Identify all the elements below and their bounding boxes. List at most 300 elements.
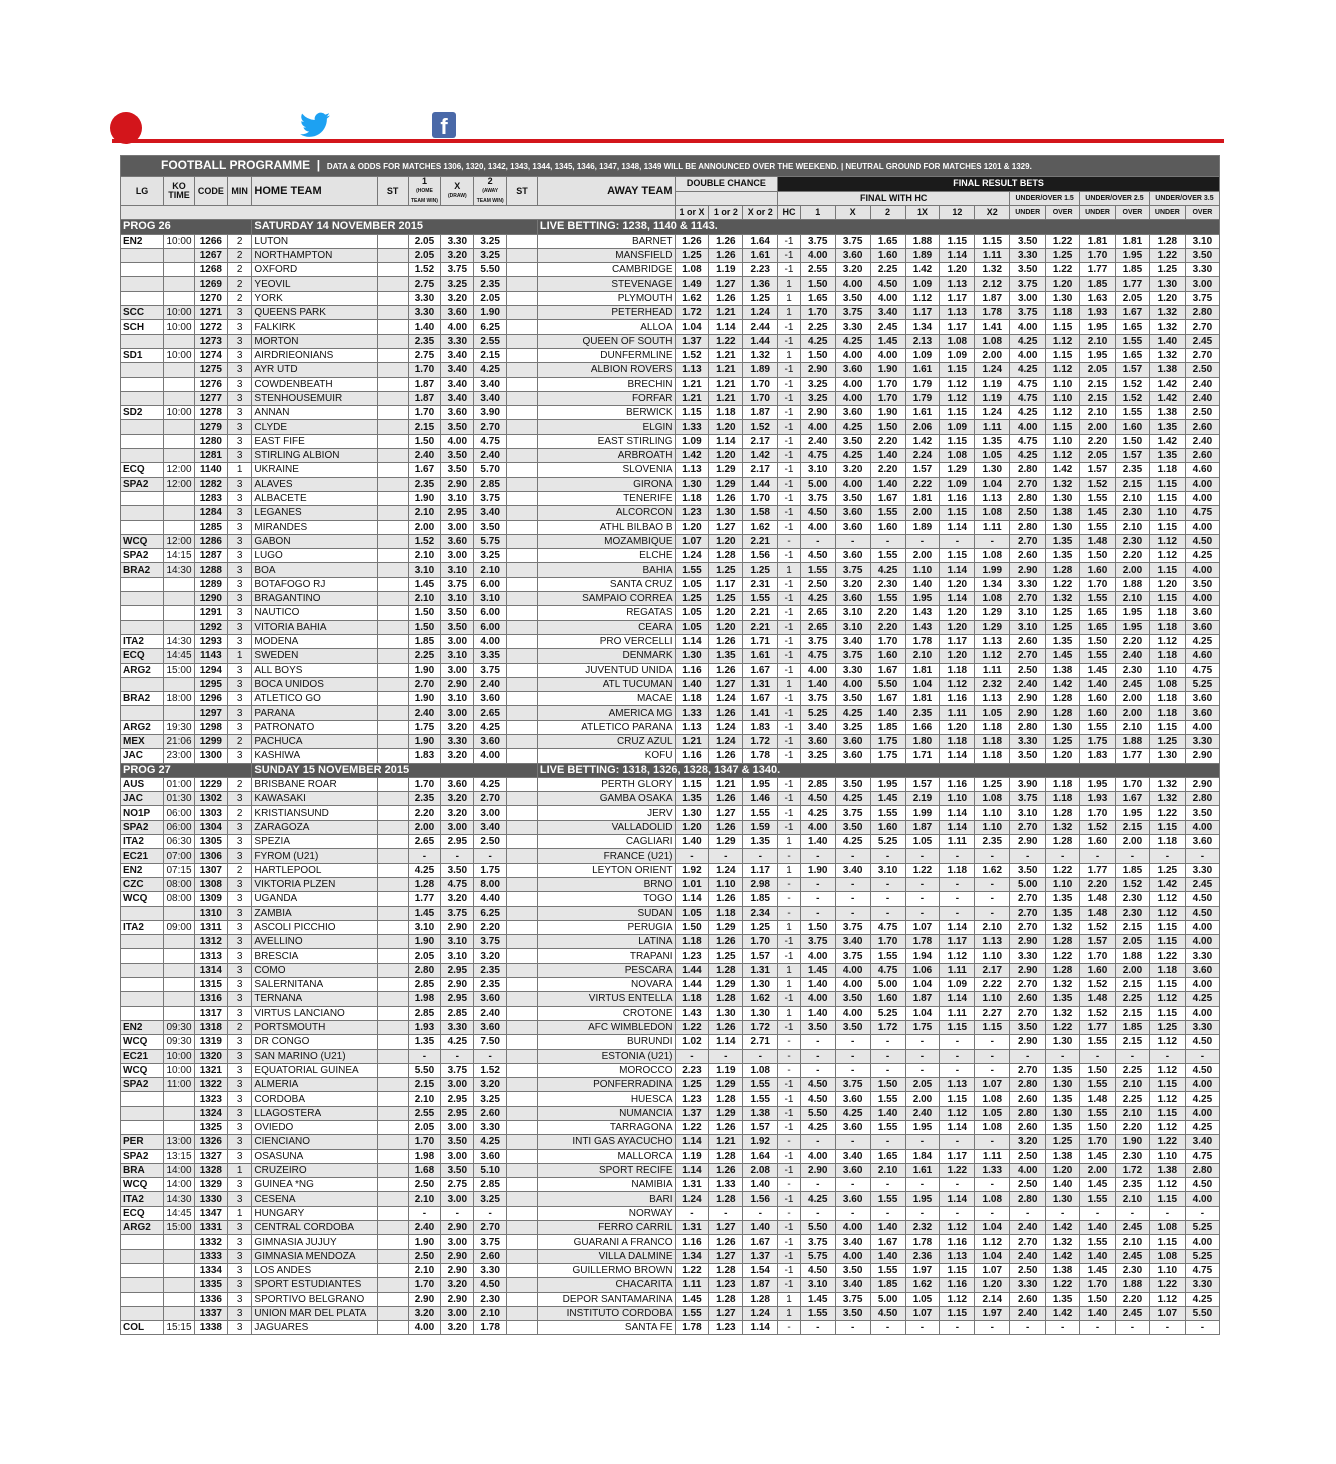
cell-dc-1or2: 1.21 (709, 1135, 743, 1149)
cell-over-25: 2.30 (1116, 663, 1150, 677)
cell-code: 1335 (194, 1278, 227, 1292)
cell-dc-1orx: 1.33 (675, 420, 709, 434)
cell-hc-x: 3.75 (835, 234, 870, 248)
cell-code: 1283 (194, 491, 227, 505)
cell-ko-time (164, 1278, 195, 1292)
cell-st (377, 363, 408, 377)
cell-odds-1: - (408, 1206, 441, 1220)
cell-min: 3 (227, 348, 252, 362)
cell-ko-time: 10:00 (164, 320, 195, 334)
cell-hc-x2: 1.08 (975, 1092, 1010, 1106)
cell-league (121, 706, 164, 720)
cell-away-team: BAHIA (537, 563, 675, 577)
cell-odds-x: 3.20 (441, 749, 474, 763)
cell-odds-x: - (441, 1049, 474, 1063)
cell-under-15: 3.50 (1010, 749, 1046, 763)
cell-away-team: PESCARA (537, 963, 675, 977)
match-row (121, 277, 1220, 291)
twitter-icon[interactable] (300, 112, 330, 138)
cell-hc-1x: 1.17 (905, 306, 940, 320)
cell-hc-x: 3.60 (835, 520, 870, 534)
cell-over-25: 2.10 (1116, 1078, 1150, 1092)
cell-over-15: 1.35 (1046, 1121, 1080, 1135)
cell-over-35: 4.00 (1185, 1078, 1219, 1092)
cell-hc: -1 (778, 806, 801, 820)
cell-under-15: 2.70 (1010, 820, 1046, 834)
cell-away-team: NORWAY (537, 1206, 675, 1220)
cell-hc-12: 1.15 (940, 1092, 975, 1106)
cell-under-25: 1.83 (1080, 749, 1116, 763)
cell-odds-2: 3.25 (474, 1192, 507, 1206)
cell-hc-1: 1.45 (800, 1292, 835, 1306)
cell-hc-2: - (870, 1206, 905, 1220)
cell-over-15: 1.35 (1046, 549, 1080, 563)
match-row (121, 949, 1220, 963)
cell-st2 (507, 1249, 538, 1263)
cell-over-15: 1.18 (1046, 777, 1080, 791)
cell-min: 3 (227, 963, 252, 977)
cell-over-15: 1.38 (1046, 663, 1080, 677)
cell-under-15: 2.90 (1010, 692, 1046, 706)
cell-away-team: ELGIN (537, 420, 675, 434)
cell-hc-12: 1.14 (940, 920, 975, 934)
cell-dc-xor2: 1.67 (743, 692, 778, 706)
cell-min: 3 (227, 1078, 252, 1092)
cell-odds-x: 4.75 (441, 877, 474, 891)
cell-under-35: 1.10 (1149, 1263, 1185, 1277)
cell-under-35: 1.12 (1149, 634, 1185, 648)
cell-ko-time: 10:00 (164, 348, 195, 362)
cell-hc-x: 3.60 (835, 1163, 870, 1177)
cell-under-25: 1.50 (1080, 1292, 1116, 1306)
cell-hc-1: 4.25 (800, 1121, 835, 1135)
cell-dc-1or2: 1.28 (709, 1149, 743, 1163)
cell-over-35: 2.70 (1185, 320, 1219, 334)
cell-away-team: EAST STIRLING (537, 434, 675, 448)
cell-odds-1: 1.70 (408, 406, 441, 420)
cell-over-35: 3.30 (1185, 1278, 1219, 1292)
cell-hc-2: 1.55 (870, 549, 905, 563)
cell-min: 3 (227, 1135, 252, 1149)
cell-dc-xor2: 1.62 (743, 992, 778, 1006)
cell-hc-1: 4.00 (800, 248, 835, 262)
cell-home-team: STENHOUSEMUIR (252, 391, 377, 405)
match-row (121, 463, 1220, 477)
cell-over-25: 2.15 (1116, 820, 1150, 834)
cell-over-35: 3.30 (1185, 1020, 1219, 1034)
cell-st (377, 277, 408, 291)
cell-dc-xor2: 1.85 (743, 892, 778, 906)
cell-odds-x: 2.90 (441, 1249, 474, 1263)
cell-hc-1x: 2.22 (905, 477, 940, 491)
cell-odds-2: 2.70 (474, 792, 507, 806)
cell-over-25: 1.85 (1116, 263, 1150, 277)
cell-under-25: 1.40 (1080, 1221, 1116, 1235)
cell-under-25: 1.55 (1080, 1078, 1116, 1092)
cell-hc-2: - (870, 906, 905, 920)
cell-hc-2: 2.20 (870, 463, 905, 477)
cell-hc: 1 (778, 291, 801, 305)
cell-code: 1324 (194, 1106, 227, 1120)
cell-st2 (507, 1306, 538, 1320)
cell-hc-1: 3.75 (800, 234, 835, 248)
cell-st2 (507, 1149, 538, 1163)
cell-hc-x: - (835, 1321, 870, 1335)
cell-hc-2: 1.55 (870, 806, 905, 820)
cell-over-15: 1.35 (1046, 1092, 1080, 1106)
cell-hc-1x: - (905, 1206, 940, 1220)
cell-over-25: 1.55 (1116, 334, 1150, 348)
cell-over-25: 1.95 (1116, 806, 1150, 820)
cell-hc: -1 (778, 549, 801, 563)
match-row (121, 792, 1220, 806)
cell-hc-2: 1.55 (870, 1092, 905, 1106)
cell-code: 1315 (194, 978, 227, 992)
cell-over-35: 3.30 (1185, 863, 1219, 877)
cell-hc-x: 3.40 (835, 1278, 870, 1292)
cell-dc-xor2: 1.25 (743, 291, 778, 305)
cell-dc-1or2: 1.23 (709, 1278, 743, 1292)
cell-home-team: ASCOLI PICCHIO (252, 920, 377, 934)
cell-under-35: 1.18 (1149, 620, 1185, 634)
cell-under-25: 2.15 (1080, 391, 1116, 405)
cell-odds-1: 1.50 (408, 434, 441, 448)
cell-under-35: 1.28 (1149, 234, 1185, 248)
cell-under-15: 2.70 (1010, 1063, 1046, 1077)
cell-odds-x: 2.95 (441, 506, 474, 520)
cell-hc-2: 1.67 (870, 692, 905, 706)
cell-hc-x: 4.00 (835, 1006, 870, 1020)
cell-over-35: 2.60 (1185, 449, 1219, 463)
cell-st (377, 706, 408, 720)
cell-dc-xor2: 2.34 (743, 906, 778, 920)
cell-st2 (507, 520, 538, 534)
cell-league: ECQ (121, 649, 164, 663)
match-row (121, 806, 1220, 820)
cell-odds-x: 3.20 (441, 720, 474, 734)
cell-code: 1277 (194, 391, 227, 405)
cell-hc-2: 1.85 (870, 1278, 905, 1292)
cell-over-25: 2.30 (1116, 906, 1150, 920)
cell-away-team: AMERICA MG (537, 706, 675, 720)
cell-under-15: - (1010, 1049, 1046, 1063)
cell-st (377, 677, 408, 691)
cell-odds-1: 1.90 (408, 491, 441, 505)
cell-st (377, 563, 408, 577)
cell-st (377, 1106, 408, 1120)
cell-st2 (507, 1278, 538, 1292)
cell-code: 1329 (194, 1178, 227, 1192)
match-row (121, 449, 1220, 463)
cell-odds-1: 1.35 (408, 1035, 441, 1049)
cell-under-15: 3.50 (1010, 234, 1046, 248)
cell-code: 1275 (194, 363, 227, 377)
cell-hc: -1 (778, 777, 801, 791)
cell-odds-x: 3.50 (441, 1163, 474, 1177)
cell-ko-time: 06:30 (164, 835, 195, 849)
cell-over-15: 1.38 (1046, 1263, 1080, 1277)
cell-st2 (507, 1292, 538, 1306)
cell-min: 3 (227, 1121, 252, 1135)
cell-over-25: 1.81 (1116, 234, 1150, 248)
cell-over-15: - (1046, 1049, 1080, 1063)
cell-odds-1: 1.52 (408, 534, 441, 548)
cell-hc-12: 1.15 (940, 506, 975, 520)
cell-hc-x2: 1.12 (975, 1235, 1010, 1249)
cell-min: 3 (227, 491, 252, 505)
cell-ko-time: 07:00 (164, 849, 195, 863)
cell-over-15: 1.28 (1046, 692, 1080, 706)
cell-home-team: TERNANA (252, 992, 377, 1006)
cell-odds-1: 1.75 (408, 720, 441, 734)
cell-hc: -1 (778, 720, 801, 734)
cell-hc-x2: - (975, 1135, 1010, 1149)
cell-odds-1: 2.50 (408, 1178, 441, 1192)
cell-league: SD2 (121, 406, 164, 420)
cell-hc-12: 1.15 (940, 1020, 975, 1034)
cell-odds-2: 2.10 (474, 1306, 507, 1320)
cell-odds-x: 2.90 (441, 978, 474, 992)
cell-league: ECQ (121, 1206, 164, 1220)
facebook-icon[interactable]: f (432, 112, 456, 138)
cell-away-team: PRO VERCELLI (537, 634, 675, 648)
cell-league (121, 420, 164, 434)
cell-code: 1336 (194, 1292, 227, 1306)
cell-st (377, 978, 408, 992)
col-st: ST (377, 177, 408, 206)
cell-hc-12: 1.11 (940, 963, 975, 977)
match-row (121, 506, 1220, 520)
cell-dc-1orx: 1.13 (675, 463, 709, 477)
cell-hc-x2: 1.12 (975, 649, 1010, 663)
cell-dc-1orx: 1.16 (675, 749, 709, 763)
cell-hc: -1 (778, 577, 801, 591)
match-row (121, 391, 1220, 405)
cell-dc-xor2: 1.64 (743, 234, 778, 248)
cell-st2 (507, 420, 538, 434)
prog-live-betting: LIVE BETTING: 1318, 1326, 1328, 1347 & 1340. (537, 763, 1219, 777)
cell-dc-1or2: 1.26 (709, 1020, 743, 1034)
cell-st (377, 1035, 408, 1049)
cell-ko-time (164, 963, 195, 977)
cell-under-35: 1.15 (1149, 477, 1185, 491)
cell-min: 3 (227, 792, 252, 806)
cell-over-25: 2.45 (1116, 1221, 1150, 1235)
cell-hc-1: 3.75 (800, 491, 835, 505)
cell-min: 1 (227, 1163, 252, 1177)
prog-live-betting: LIVE BETTING: 1238, 1140 & 1143. (537, 220, 1219, 234)
cell-under-25: 1.55 (1080, 720, 1116, 734)
cell-st (377, 406, 408, 420)
sub-spacer (121, 206, 676, 220)
cell-hc-x2: - (975, 1178, 1010, 1192)
cell-away-team: TARRAGONA (537, 1121, 675, 1135)
cell-min: 3 (227, 391, 252, 405)
cell-away-team: VIRTUS ENTELLA (537, 992, 675, 1006)
cell-hc-1: 1.70 (800, 306, 835, 320)
cell-odds-1: 2.10 (408, 506, 441, 520)
cell-under-25: 1.70 (1080, 577, 1116, 591)
cell-hc-1x: 1.57 (905, 463, 940, 477)
cell-home-team: EQUATORIAL GUINEA (252, 1063, 377, 1077)
cell-over-15: 1.45 (1046, 649, 1080, 663)
cell-st (377, 806, 408, 820)
cell-over-15: 1.35 (1046, 892, 1080, 906)
cell-odds-x: - (441, 849, 474, 863)
cell-under-35: 1.32 (1149, 348, 1185, 362)
cell-odds-x: 3.40 (441, 348, 474, 362)
cell-dc-1or2: 1.20 (709, 534, 743, 548)
cell-league (121, 620, 164, 634)
cell-odds-1: 1.70 (408, 777, 441, 791)
cell-over-15: 1.12 (1046, 334, 1080, 348)
cell-dc-xor2: 1.14 (743, 1321, 778, 1335)
cell-hc-2: 1.60 (870, 248, 905, 262)
cell-hc: -1 (778, 434, 801, 448)
cell-under-15: 3.50 (1010, 1020, 1046, 1034)
cell-home-team: ZARAGOZA (252, 820, 377, 834)
cell-under-25: 1.50 (1080, 1121, 1116, 1135)
cell-st2 (507, 1092, 538, 1106)
cell-under-35: 1.15 (1149, 1078, 1185, 1092)
cell-under-35: 1.12 (1149, 1092, 1185, 1106)
cell-min: 3 (227, 820, 252, 834)
cell-st2 (507, 720, 538, 734)
cell-odds-2: 2.50 (474, 835, 507, 849)
cell-home-team: DR CONGO (252, 1035, 377, 1049)
cell-ko-time (164, 334, 195, 348)
match-row (121, 1106, 1220, 1120)
cell-ko-time: 10:00 (164, 1063, 195, 1077)
cell-hc: - (778, 1206, 801, 1220)
cell-hc-x: 3.50 (835, 692, 870, 706)
match-row (121, 420, 1220, 434)
cell-over-25: 2.20 (1116, 1292, 1150, 1306)
cell-odds-1: 1.93 (408, 1020, 441, 1034)
cell-dc-1or2: 1.24 (709, 734, 743, 748)
cell-dc-1orx: 1.16 (675, 1235, 709, 1249)
cell-hc-x: 3.75 (835, 949, 870, 963)
cell-under-25: 1.52 (1080, 820, 1116, 834)
cell-dc-1or2: 1.27 (709, 806, 743, 820)
cell-dc-1orx: 1.25 (675, 592, 709, 606)
cell-over-15: 1.32 (1046, 820, 1080, 834)
cell-under-35: 1.12 (1149, 1178, 1185, 1192)
cell-st2 (507, 1078, 538, 1092)
cell-hc-x: 3.50 (835, 820, 870, 834)
cell-under-15: 2.80 (1010, 520, 1046, 534)
cell-odds-x: 3.25 (441, 277, 474, 291)
cell-under-35: 1.10 (1149, 663, 1185, 677)
cell-over-35: 4.25 (1185, 1121, 1219, 1135)
cell-under-25: 2.10 (1080, 334, 1116, 348)
sub-x: X (835, 206, 870, 220)
cell-dc-1orx: 1.11 (675, 1278, 709, 1292)
cell-hc-12: 1.16 (940, 1278, 975, 1292)
cell-hc-1x: - (905, 849, 940, 863)
cell-ko-time (164, 992, 195, 1006)
section-prog-27 (121, 763, 1220, 1335)
cell-min: 3 (227, 1221, 252, 1235)
col-away-team: AWAY TEAM (537, 177, 675, 206)
cell-under-15: 2.60 (1010, 1121, 1046, 1135)
cell-ko-time: 21:06 (164, 734, 195, 748)
cell-under-35: 1.32 (1149, 320, 1185, 334)
cell-odds-x: 3.75 (441, 906, 474, 920)
cell-league: MEX (121, 734, 164, 748)
cell-hc-x: 3.60 (835, 1121, 870, 1135)
cell-odds-2: 3.35 (474, 649, 507, 663)
cell-league (121, 449, 164, 463)
cell-code: 1286 (194, 534, 227, 548)
cell-hc-12: - (940, 1135, 975, 1149)
cell-under-15: 2.70 (1010, 892, 1046, 906)
cell-dc-1or2: 1.21 (709, 391, 743, 405)
cell-hc-2: 3.40 (870, 306, 905, 320)
cell-odds-2: 4.25 (474, 720, 507, 734)
cell-st2 (507, 677, 538, 691)
cell-dc-xor2: 1.70 (743, 491, 778, 505)
cell-over-25: - (1116, 1049, 1150, 1063)
prog-header (121, 220, 1220, 234)
cell-odds-2: 3.25 (474, 1092, 507, 1106)
cell-under-25: 1.57 (1080, 463, 1116, 477)
cell-away-team: PETERHEAD (537, 306, 675, 320)
cell-hc-1x: 1.09 (905, 348, 940, 362)
match-row (121, 291, 1220, 305)
cell-dc-1or2: 1.29 (709, 978, 743, 992)
cell-away-team: ALLOA (537, 320, 675, 334)
cell-st (377, 1263, 408, 1277)
cell-over-25: 2.35 (1116, 1178, 1150, 1192)
cell-hc: -1 (778, 1078, 801, 1092)
cell-code: 1274 (194, 348, 227, 362)
cell-odds-2: - (474, 1049, 507, 1063)
cell-code: 1290 (194, 592, 227, 606)
cell-league: ITA2 (121, 1192, 164, 1206)
cell-ko-time (164, 491, 195, 505)
cell-code: 1325 (194, 1121, 227, 1135)
cell-league: CZC (121, 877, 164, 891)
cell-st (377, 1292, 408, 1306)
cell-under-15: 4.25 (1010, 406, 1046, 420)
cell-hc-x2: 1.15 (975, 234, 1010, 248)
cell-over-35: 3.30 (1185, 734, 1219, 748)
cell-odds-2: 2.60 (474, 1106, 507, 1120)
cell-dc-1orx: 1.43 (675, 1006, 709, 1020)
cell-ko-time: 09:00 (164, 920, 195, 934)
cell-home-team: MODENA (252, 634, 377, 648)
cell-min: 2 (227, 734, 252, 748)
cell-dc-xor2: 1.46 (743, 792, 778, 806)
cell-min: 2 (227, 291, 252, 305)
cell-odds-x: 3.50 (441, 1135, 474, 1149)
cell-hc-x2: 1.08 (975, 549, 1010, 563)
cell-under-35: 1.30 (1149, 749, 1185, 763)
cell-odds-2: 5.75 (474, 534, 507, 548)
cell-over-15: 1.42 (1046, 1306, 1080, 1320)
cell-code: 1140 (194, 463, 227, 477)
cell-hc-x2: 2.22 (975, 978, 1010, 992)
match-row (121, 606, 1220, 620)
cell-st (377, 620, 408, 634)
cell-dc-1orx: 1.23 (675, 949, 709, 963)
match-row (121, 348, 1220, 362)
cell-dc-1orx: 1.05 (675, 620, 709, 634)
cell-under-25: 2.00 (1080, 420, 1116, 434)
cell-hc-1x: 1.78 (905, 1235, 940, 1249)
cell-ko-time (164, 377, 195, 391)
